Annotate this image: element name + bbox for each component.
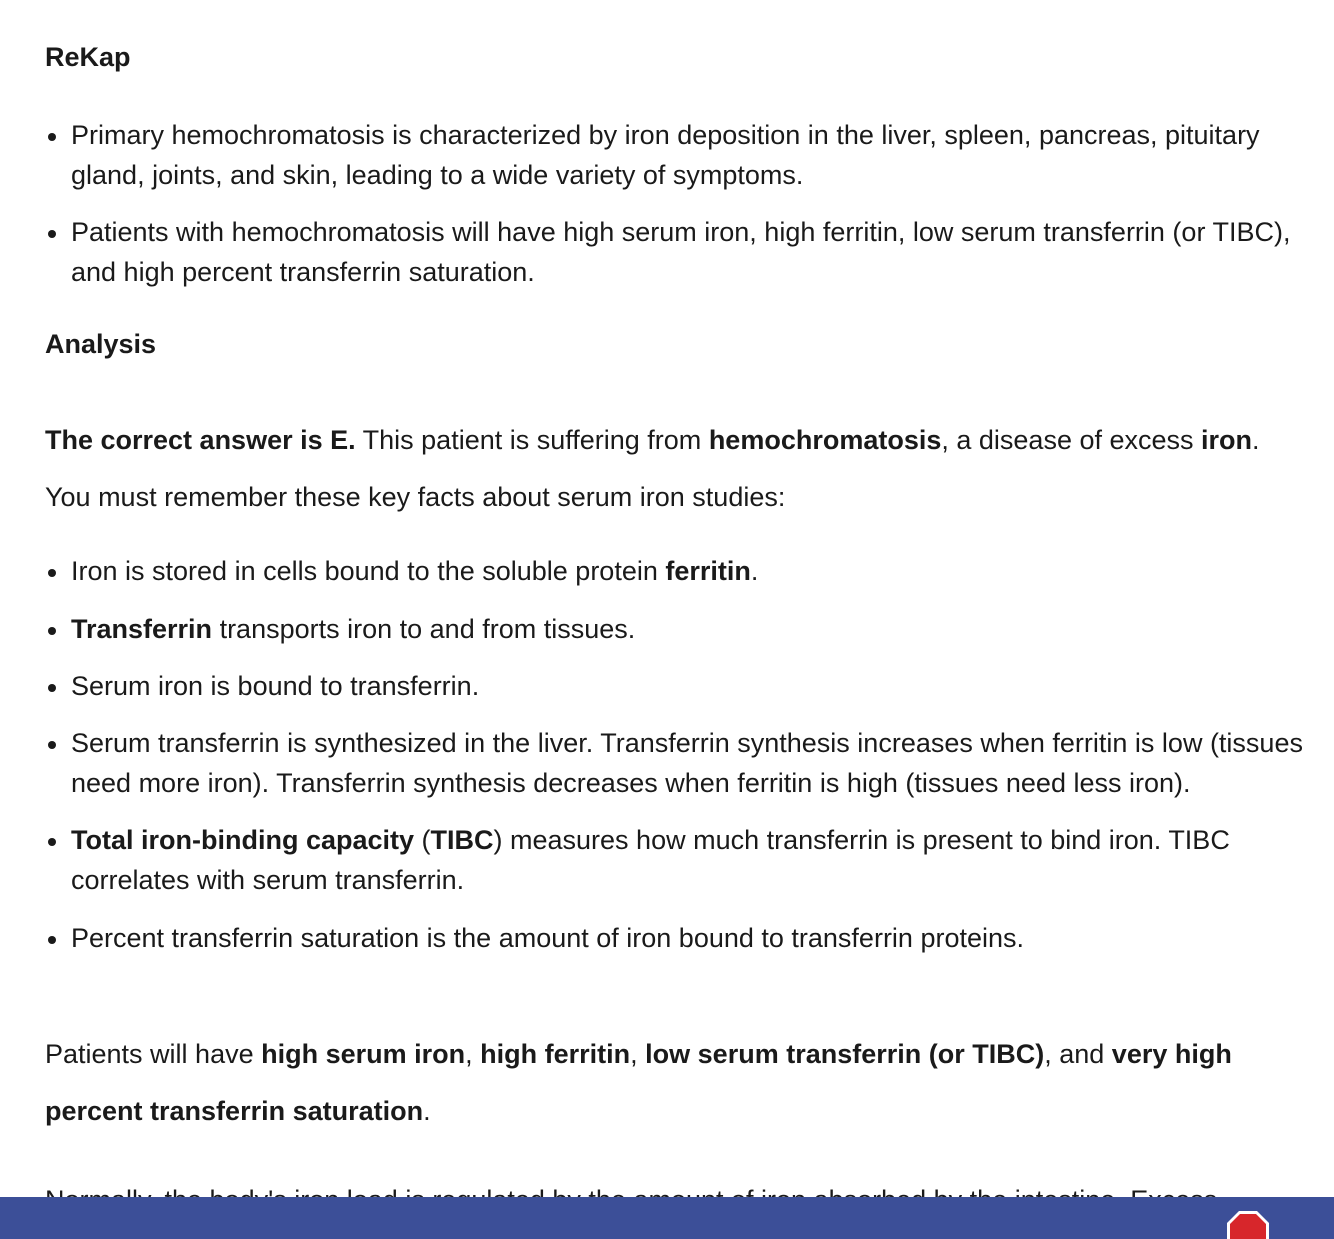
facts-list: [45, 551, 1305, 958]
fact-2-text: transports iron to and from tissues.: [212, 614, 636, 644]
summary-text-5: .: [423, 1096, 431, 1126]
analysis-heading: Analysis: [45, 329, 157, 359]
fact-5-bold-1: Total iron-binding capacity: [71, 825, 415, 855]
stop-icon[interactable]: [1226, 1210, 1270, 1239]
fact-2-bold: Transferrin: [71, 614, 213, 644]
list-item: [45, 918, 1305, 958]
rekap-bullet-2: Patients with hemochromatosis will have high serum iron, high ferritin, low serum transferrin (or TIBC), and high percent transferrin saturation.: [71, 217, 1291, 287]
fact-1-end: .: [750, 556, 759, 586]
bottom-toolbar: [0, 1197, 1334, 1239]
summary-text-3: ,: [630, 1039, 646, 1069]
list-item: [45, 820, 1305, 900]
intro-text-3: . You must remember these key facts about serum iron studies:: [45, 425, 1260, 512]
summary-bold-3: low serum transferrin (or TIBC): [645, 1039, 1045, 1069]
fact-5-text: ) measures how much transferrin is present to bind iron. TIBC correlates with serum transferrin.: [71, 825, 1230, 895]
analysis-intro: [45, 412, 1305, 526]
summary-text-2: ,: [465, 1039, 481, 1069]
fact-4-text: Serum transferrin is synthesized in the liver. Transferrin synthesis increases when ferritin is low (tissues need more iron). Transferrin synthesis decreases when ferritin is high (tissues need less iron).: [71, 728, 1303, 798]
disease-name: hemochromatosis: [708, 425, 942, 455]
summary-text-4: , and: [1044, 1039, 1112, 1069]
fact-5-paren: (: [414, 825, 431, 855]
fact-3-text: Serum iron is bound to transferrin.: [71, 671, 480, 701]
rekap-heading: ReKap: [45, 42, 131, 72]
fact-1-text: Iron is stored in cells bound to the soluble protein: [71, 556, 666, 586]
list-item: [45, 115, 1305, 195]
list-item: [45, 723, 1305, 803]
summary-text-1: Patients will have: [45, 1039, 262, 1069]
correct-answer: The correct answer is E.: [45, 425, 356, 455]
fact-1-bold: ferritin: [665, 556, 751, 586]
intro-text-2: , a disease of excess: [941, 425, 1202, 455]
intro-text-1: This patient is suffering from: [355, 425, 709, 455]
rekap-bullet-1: Primary hemochromatosis is characterized by iron deposition in the liver, spleen, pancreas, pituitary gland, joints, and skin, leading to a wide variety of symptoms.: [71, 120, 1260, 190]
list-item: [45, 609, 1305, 649]
fact-6-text: Percent transferrin saturation is the amount of iron bound to transferrin proteins.: [71, 923, 1025, 953]
summary-bold-4: very high percent transferrin saturation: [45, 1039, 1232, 1126]
summary-bold-2: high ferritin: [480, 1039, 631, 1069]
summary-bold-1: high serum iron: [261, 1039, 466, 1069]
list-item: [45, 212, 1305, 292]
fact-5-bold-2: TIBC: [430, 825, 494, 855]
iron-term: iron: [1201, 425, 1253, 455]
rekap-list: [45, 115, 1305, 292]
analysis-summary: [45, 1026, 1305, 1140]
list-item: [45, 666, 1305, 706]
list-item: [45, 551, 1305, 591]
